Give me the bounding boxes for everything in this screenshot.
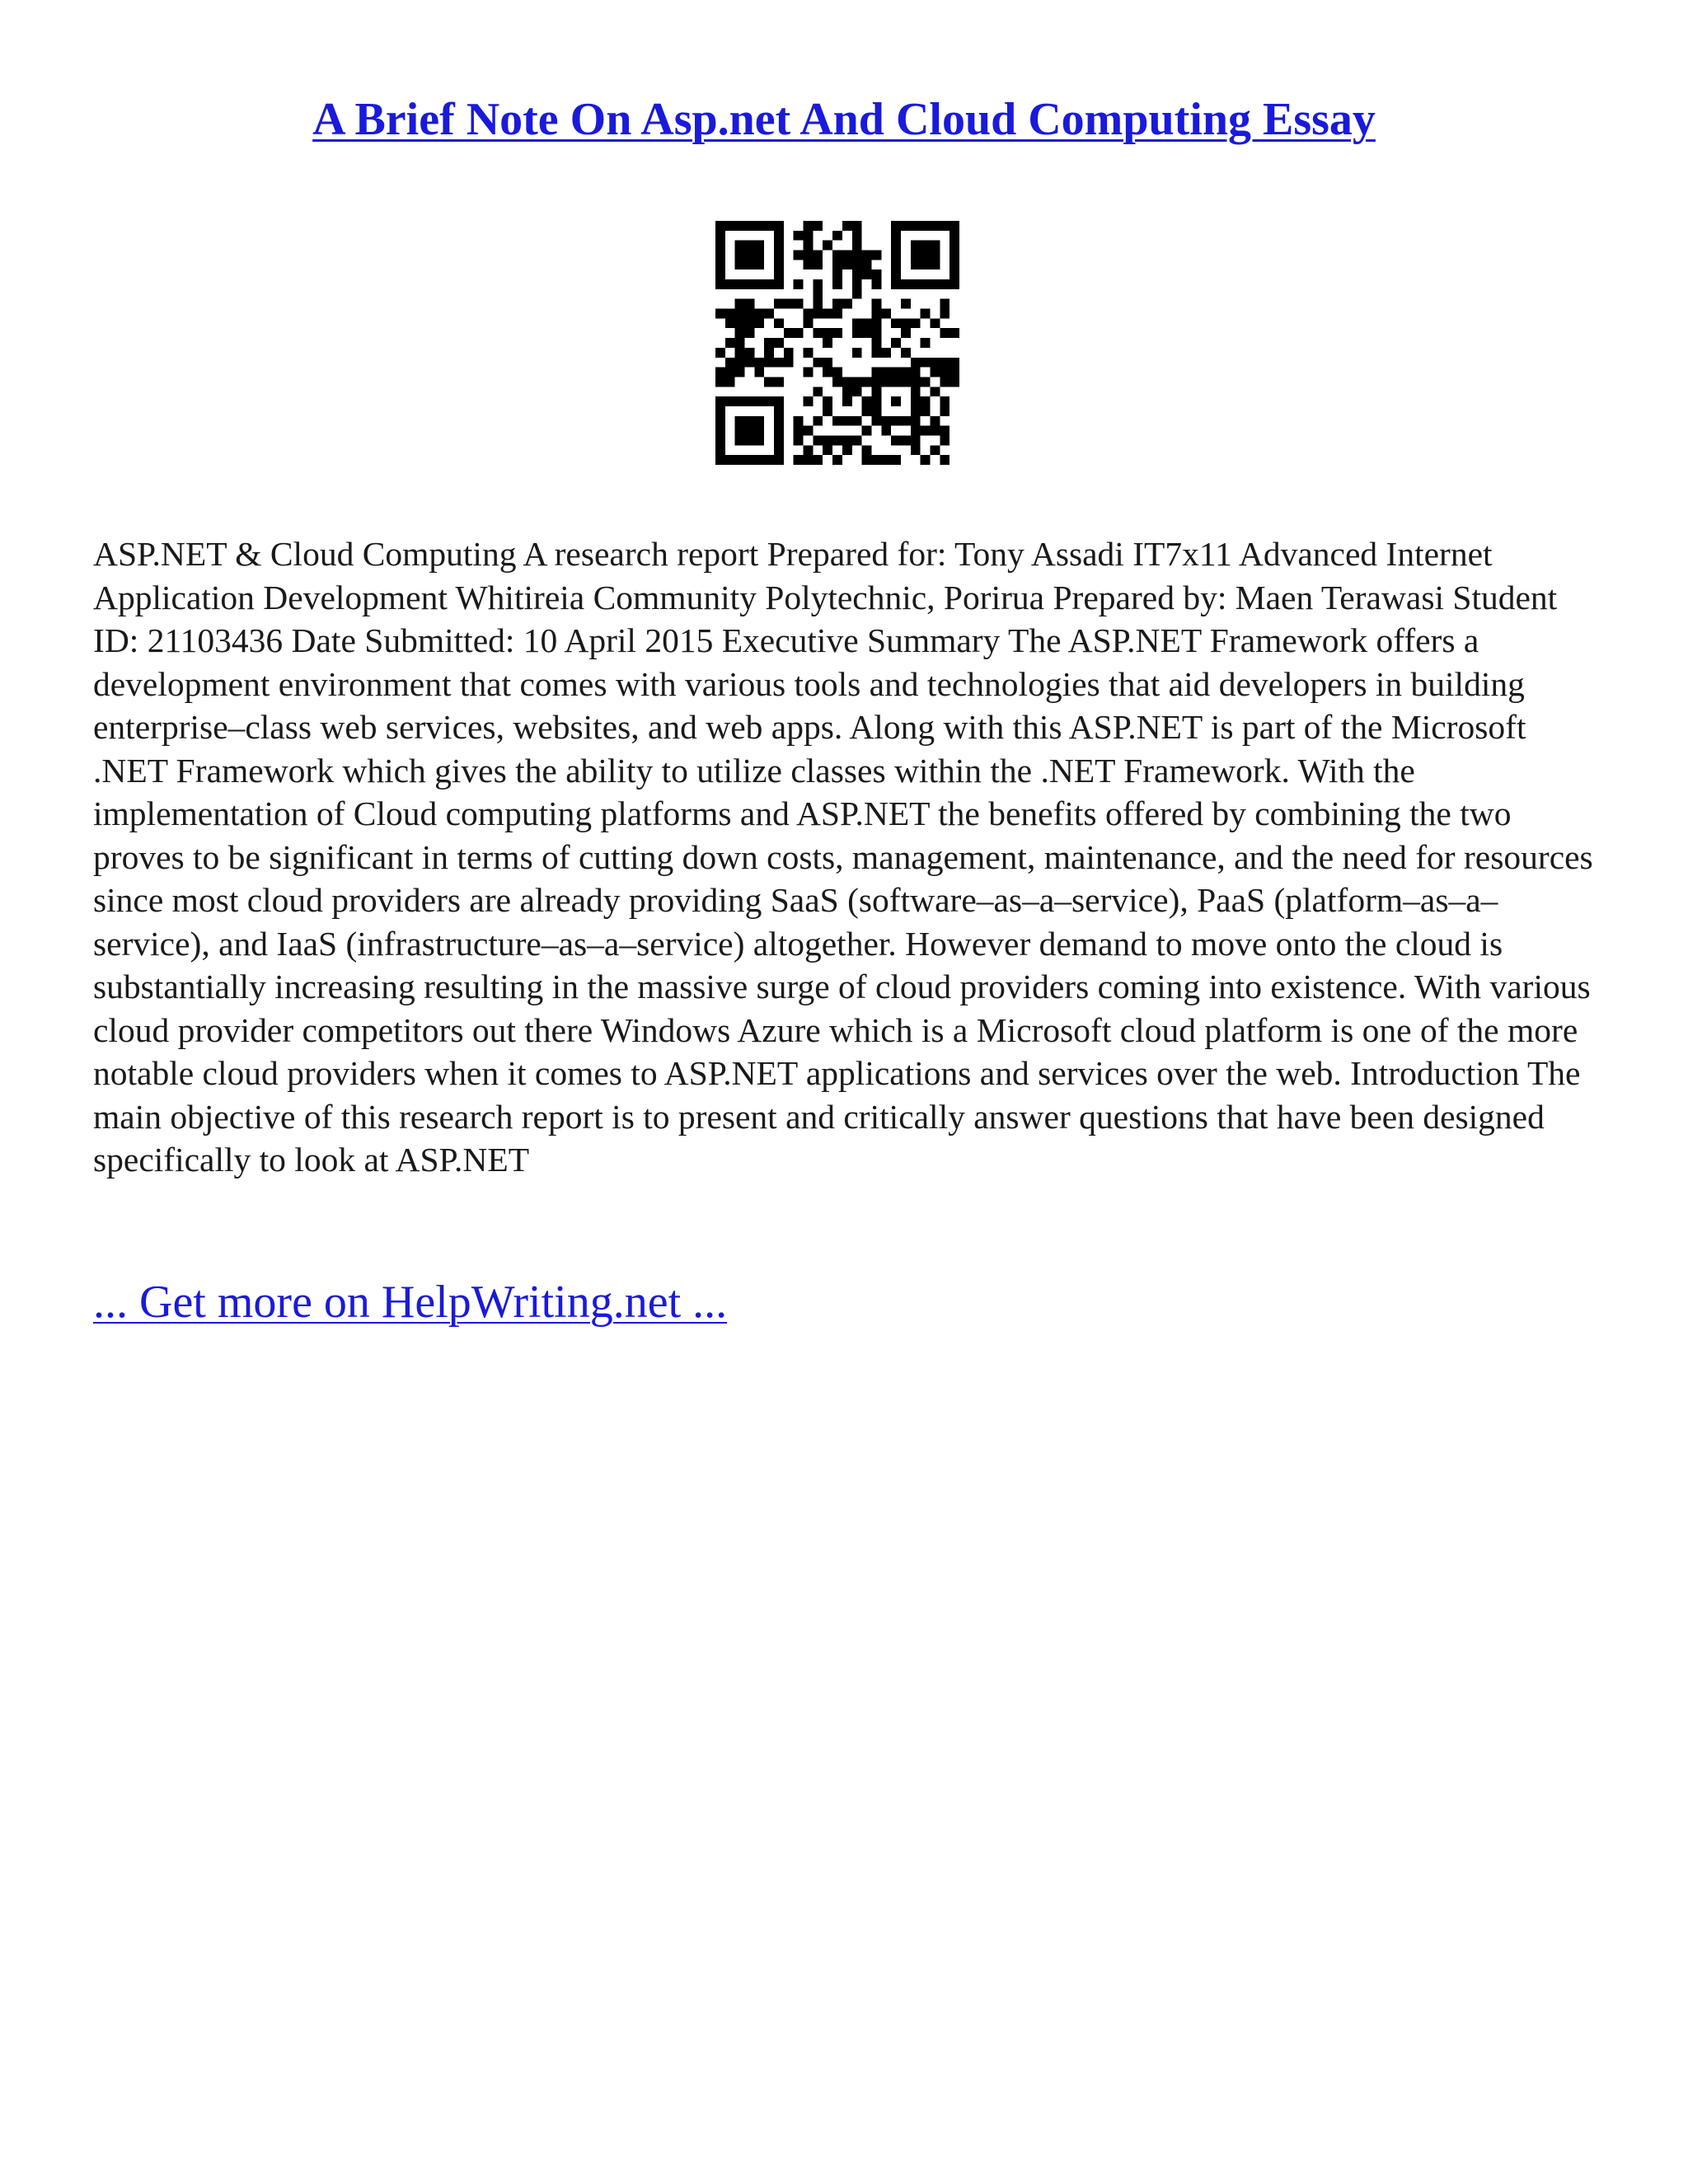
- get-more-link[interactable]: ... Get more on HelpWriting.net ...: [93, 1277, 728, 1328]
- qr-code-icon: [715, 221, 959, 465]
- document-body-text: ASP.NET & Cloud Computing A research report Prepared for: Tony Assadi IT7x11 Advanced Internet Application Development Whitireia Community Polytechnic, Porirua Prepared by: Maen Terawasi Student ID: 21103436 Date Submitted: 10 April 2015 Executive Summary The ASP.NET Framework offers a development environment that comes with various tools and technologies that aid developers in building enterprise–class web services, websites, and web apps. Along with this ASP.NET is part of the Microsoft .NET Framework which gives the ability to utilize classes within the .NET Framework. With the implementation of Cloud computing platforms and ASP.NET the benefits offered by combining the two proves to be significant in terms of cutting down costs, management, maintenance, and the need for resources since most cloud providers are already providing SaaS (software–as–a–service), PaaS (platform–as–a–service), and IaaS (infrastructure–as–a–service) altogether. However demand to move onto the cloud is substantially increasing resulting in the massive surge of cloud providers coming into existence. With various cloud provider competitors out there Windows Azure which is a Microsoft cloud platform is one of the more notable cloud providers when it comes to ASP.NET applications and services over the web. Introduction The main objective of this research report is to present and critically answer questions that have been designed specifically to look at ASP.NET: [93, 535, 1593, 1179]
- document-title-link[interactable]: A Brief Note On Asp.net And Cloud Computing Essay: [312, 94, 1376, 145]
